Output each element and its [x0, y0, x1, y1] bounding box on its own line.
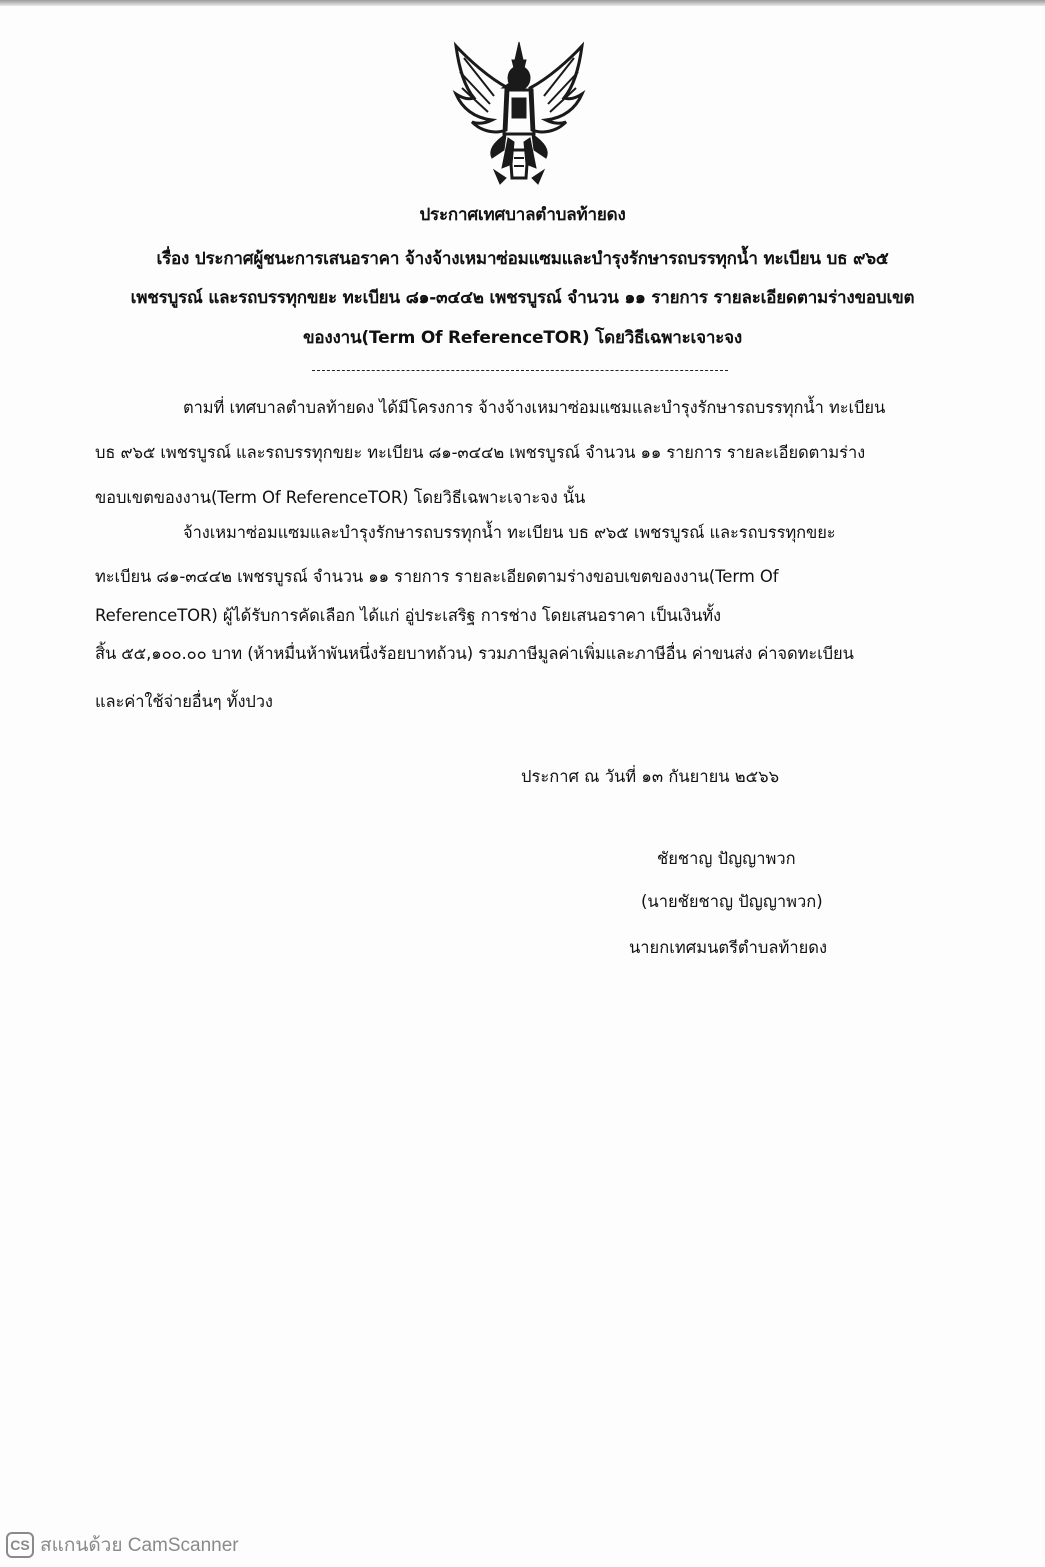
paragraph2-line-3: ReferenceTOR) ผู้ได้รับการคัดเลือก ได้แก่ อู่ประเสริฐ การช่าง โดยเสนอราคา เป็นเงินทั้ง: [95, 606, 722, 625]
scan-edge: [0, 0, 1045, 6]
camscanner-logo-icon: CS: [6, 1532, 34, 1558]
subject-line-3: ของงาน(Term Of ReferenceTOR) โดยวิธีเฉพาะเจาะจง: [302, 328, 743, 348]
subject-line-1: เรื่อง ประกาศผู้ชนะการเสนอราคา จ้างจ้างเหมาซ่อมแซมและบำรุงรักษารถบรรทุกน้ำ ทะเบียน บธ ๙๖๕: [156, 249, 889, 269]
camscanner-watermark: [6, 1531, 239, 1559]
camscanner-text: สแกนด้วย CamScanner: [40, 1535, 239, 1556]
subject-line-2: เพชรบูรณ์ และรถบรรทุกขยะ ทะเบียน ๘๑-๓๔๔๒ เพชรบูรณ์ จำนวน ๑๑ รายการ รายละเอียดตามร่างขอบเขต: [130, 288, 915, 308]
paragraph1-line-3: ขอบเขตของงาน(Term Of ReferenceTOR) โดยวิธีเฉพาะเจาะจง นั้น: [95, 488, 586, 507]
paragraph1-line-1: ตามที่ เทศบาลตำบลท้ายดง ได้มีโครงการ จ้างจ้างเหมาซ่อมแซมและบำรุงรักษารถบรรทุกน้ำ ทะเบียน: [183, 398, 886, 417]
paragraph1-line-2: บธ ๙๖๕ เพชรบูรณ์ และรถบรรทุกขยะ ทะเบียน ๘๑-๓๔๔๒ เพชรบูรณ์ จำนวน ๑๑ รายการ รายละเอียดตามร่าง: [95, 443, 866, 462]
announcement-date: ประกาศ ณ วันที่ ๑๓ กันยายน ๒๕๖๖: [521, 767, 780, 786]
signatory-position: นายกเทศมนตรีตำบลท้ายดง: [629, 938, 828, 957]
paragraph2-line-1: จ้างเหมาซ่อมแซมและบำรุงรักษารถบรรทุกน้ำ ทะเบียน บธ ๙๖๕ เพชรบูรณ์ และรถบรรทุกขยะ: [183, 523, 836, 542]
divider-line: [312, 370, 728, 371]
paragraph2-line-4: สิ้น ๕๕,๑๐๐.๐๐ บาท (ห้าหมื่นห้าพันหนึ่งร้อยบาทถ้วน) รวมภาษีมูลค่าเพิ่มและภาษีอื่น ค่าขนส่ง ค่าจดทะเบียน: [95, 644, 854, 663]
garuda-emblem-icon: [444, 38, 594, 188]
paragraph2-line-2: ทะเบียน ๘๑-๓๔๔๒ เพชรบูรณ์ จำนวน ๑๑ รายการ รายละเอียดตามร่างขอบเขตของงาน(Term Of: [95, 567, 779, 586]
signatory-full-name: (นายชัยชาญ ปัญญาพวก): [641, 892, 823, 911]
paragraph2-line-5: และค่าใช้จ่ายอื่นๆ ทั้งปวง: [95, 692, 273, 711]
signature-name: ชัยชาญ ปัญญาพวก: [657, 849, 796, 868]
document-title: ประกาศเทศบาลตำบลท้ายดง: [419, 205, 626, 225]
